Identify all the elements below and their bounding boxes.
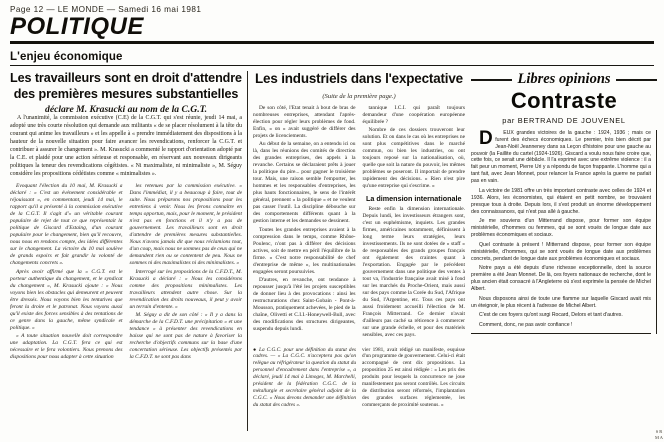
opinion-end-rule xyxy=(471,333,651,334)
paragraph: De son côté, l'Etat tenait à bout de bras de nombreuses entreprises, attendant l'après-élection pour régler leurs problèmes de fond. Enfin, « on » avait suggéré de différer des projets de licenciements. xyxy=(253,104,356,139)
paragraph: Toutes les grandes entreprises avaient à la compression dans le temps, comme Rhône-Poulenc, n'ont pas à différer des décisions actives, soit de mettre en péril l'équilibre de la firme. « C'est notre responsabilité de chef d'entreprise de même », les multinationales engagées seront poursuivies. xyxy=(253,226,356,275)
opinion-column xyxy=(471,71,657,431)
article-mid-headline: Les industriels dans l'expectative xyxy=(255,71,463,87)
libres-opinions-header xyxy=(471,71,657,88)
opinion-body xyxy=(471,127,657,334)
paragraph: Notre pays a été depuis d'une richesse exceptionnelle, dont la source première a été Jean Monnet. De là, ces foyers nationaux de recherche, dont le plus ancien était consacré à l'Angleterre où s'est exprimée la pensée de Michel Albert. xyxy=(471,265,651,293)
brief-item: vier 1981, avait rédigé un manifeste, esquisse d'un programme de gouvernement. Celui-ci était accompagné de cent dix propositions. La proposition 25 est ainsi rédigée : « Les prix des produits pour lesquels la concurrence ne joue manifestement pas seront contrôlés. Les circuits de distribution seront réformés, l'implantation des grandes surfaces réglementée, les commerçants de proximité soutenus. » xyxy=(362,346,465,408)
article-mid-subhead: La dimension internationale xyxy=(366,194,462,204)
article-left-headline-2: des premières mesures substantielles xyxy=(13,86,239,101)
paragraph: Quel contraste à présent ! Mitterrand dispose, pour former son équipe ministérielle, d'hommes, qui se sont voués de longue date aux problèmes concrets, pendant de longue date aux problèmes économiques et sociaux. xyxy=(471,241,651,262)
opinion-title: Contraste xyxy=(510,88,618,114)
opinion-byline: par BERTRAND DE JOUVENEL xyxy=(502,115,626,125)
paragraph: tannique I.C.I. qui paraît toujours demandeur d'une coopération européenne équilibrée ? xyxy=(362,104,465,125)
paragraph-with-dropcap xyxy=(471,127,651,186)
paragraph: Je me souviens d'un Mitterrand dispose, pour former son équipe ministérielle, d'hommes ou femmes, qui se sont voués de longue date aux problèmes économiques et sociaux. xyxy=(471,218,651,239)
rubric-rule-left xyxy=(471,79,512,81)
kicker-label: L'enjeu économique xyxy=(10,50,123,63)
drop-cap: D xyxy=(479,127,493,149)
brief-col-2 xyxy=(362,347,465,410)
paragraph-text: EUX grandes victoires de la gauche : 1924, 1936 ; mais ce furent des échecs économiques. Le premier, très bien décrit par Jean-Noël Jeanneney dans sa Leçon d'histoire pour une gauche au pouvoir (la Faillite du cartel (1924-1926). Giscard a voulu nous faire croire que, cette fois, ce serait une débâcle. Il l'a exprimé avec une extrême violence : il a fait peur un moment, Pierre Uri y a répondu de façon frappante. L'homme qui a tant fait, avec Jean Monnet, pour relancer la France après la guerre ne parlait pas en vain. xyxy=(471,129,651,185)
paragraph: La victoire de 1981 offre un très important contraste avec celles de 1924 et 1936. Alors, les économistes, qui étaient en petit nombre, se trouvaient presque tous à droite. Depuis lors, il s'est produit un énorme développement des connaissances, qui n'est pas allé à gauche. xyxy=(471,187,651,215)
brief-col-1 xyxy=(253,347,356,410)
article-left-subhead: déclare M. Krasucki au nom de la C.G.T. xyxy=(45,104,207,116)
paragraph: Comment, donc, ne pas avoir confiance ! xyxy=(479,321,573,328)
page-section-title: POLITIQUE xyxy=(10,13,144,40)
masthead-line: Page 12 — LE MONDE — Samedi 16 mai 1981 xyxy=(10,5,202,14)
rubric-label: Libres opinions xyxy=(517,71,611,88)
paragraph: « A toute situation nouvelle doit correspondre une adaptation. La C.G.T. fera ce qui est nécessaire et le fera volontiers. Nous prenons des dispositions pour nous adapter à cette situation xyxy=(10,333,123,361)
article-left-headline-1: Les travailleurs sont en droit d'attendre xyxy=(10,71,242,86)
article-mid xyxy=(253,71,465,431)
paragraph: D'autres, en revanche, ont tendance à repousser jusqu'à l'été les projets susceptibles de donner lieu à des provocations : ainsi les restructurations chez Saint-Gobain - Pont-à-Mousson, pratiquement achevées, le pied de la chaîne, Olivetti et C.I.I.-Honeywell-Bull, avec des modifications des structures dirigeantes, suspendu depuis lundi. xyxy=(253,277,356,333)
brief-item: ● La C.G.C. pour une définition du statut des cadres. — « La C.G.C. n'acceptera pas qu'on relègue au réfrigérateur la question du statut du personnel d'encadrement dans l'entreprise », a déclaré, jeudi 14 mai à Limoges, M. Marchelli, président de la fédération C.G.C. de la métallurgie et secrétaire général adjoint de la C.G.C. « Nous devons demander une définition du statut des cadres ». xyxy=(253,346,356,408)
article-left-col-2 xyxy=(130,183,243,363)
paragraph: Au début de la semaine, on a entendu ici ou là, dans les réunions des comités de direction des grandes entreprises, des appels à la revanche. Certains se déclaraient prêts à jouer la politique du pire... pour gagner le troisième tour. Mais, une raison semble l'emporter, les hommes et les responsables d'entreprises, les plus hauts fonctionnaires, le sens de l'intérêt général, prennent « la politique » et ne veulent pas casser l'outil. La discipline débouche sur des comportements différents quant à la gestion interne et les demandes se dessinent. xyxy=(253,141,356,225)
paragraph: Evoquant l'élection du 10 mai, M. Krasucki a déclaré : « C'est un événement considérable et réjouissant », en commentant, jeudi 14 mai, le rapport qu'il a présenté à la commission exécutive de la C.G.T. Il s'agit d'« un véritable courant populaire de rejet de tout ce que représentait la politique de Giscard d'Estaing, d'un courant populaire pour le changement, bien qu'il recouvre, nous nous en rendons compte, des idées différentes sur le changement. La victoire du 10 mai soulève de grands espoirs et fait grandir la volonté de changements concrets ». xyxy=(10,183,123,267)
article-mid-col-1 xyxy=(253,105,356,341)
paragraph: M. Séguy a dit de son côté : « Il y a dans la démarche de la C.F.D.T. une précipitation » et une tendance « à présenter des revendications en baisse qui ne sont pas de nature à favoriser la recherche d'objectifs communs sur la base d'une concertation sérieuse. Les objectifs présentés par la C.F.D.T. ne sont pas dans xyxy=(129,312,242,361)
paragraph: Après avoir affirmé que la « C.G.T. est le porteur authentique du changement, et le syndicat du changement », M. Krasucki ajoute : « Nous voyons bien les obstacles qui demeurent et peuvent être dressés. Nous voyons bien les tentatives que feront la droite et le patronat. Nous voyons aussi qu'il existe des forces sensibles à des tentations de ce genre dans la gauche, même syndicale et politique. » xyxy=(10,268,123,331)
paragraph: Nous disposons ainsi de toute une flamme sur laquelle Giscard avait mis un éteignoir, le plus récent à l'adresse de Michel Albert. xyxy=(471,295,651,309)
paragraph: A l'unanimité, la commission exécutive (C.E) de la C.G.T. qui s'est réunie, jeudi 14 mai, a adopté une très courte résolution qui demande aux militants « de se placer résolument à la tête du courant qui anime les travailleurs » et les appelle à « prendre immédiatement des dispositions à la hauteur de la nouvelle situation pour faire avancer les revendications, renforcer la C.G.T. et contribuer à assurer le changement ». M. Krasucki a commenté le rapport d'orientation adopté par la C.E. et plaidé pour une action sérieuse et responsable, en réservant aux nouveaux dirigeants politiques la teneur des revendications cégétistes. « Ni maximaliste, ni minimaliste », M. Séguy considère les propositions cédétistes comme « minimalistes ». xyxy=(10,115,242,177)
article-left xyxy=(10,71,242,431)
article-mid-col-2 xyxy=(363,105,466,341)
article-mid-continuation-note: (Suite de la première page.) xyxy=(322,92,396,100)
paragraph: C'est de ces foyers qu'ont surgi Rocard, Delors et tant d'autres. xyxy=(479,312,623,319)
kicker-rule xyxy=(10,65,654,66)
briefs-mid xyxy=(253,347,465,410)
article-left-columns xyxy=(10,183,242,363)
paragraph: les retenues par la commission exécutive. « Dans l'immédiat, il y a beaucoup à faire, tout de suite. Nous préparons nos propositions pour les entretiens à venir. Nous les ferons connaître en temps opportun, mais, pour le moment, le président n'est pas en fonctions et il n'y a pas de gouvernement. Les travailleurs sont en droit d'attendre de premières mesures substantielles. Nous n'avons jamais dit que nous réclamions tout, d'un coup, mais nous ne sommes pas de ceux qui ne demandent rien ou se contentent de peu. Nous ne sommes ni des maximalistes ni des minimalistes. » xyxy=(129,183,242,267)
kicker-block xyxy=(0,44,664,67)
article-mid-columns xyxy=(253,105,465,341)
article-left-col-1 xyxy=(10,183,123,363)
paragraph: Nombre de ces dossiers trouveront leur solution. Et on dans le cas où les entreprises ne sont plus compétitives dans le marché commun, ou bien les industries, ou ont toujours reposé sur la nationalisation, où, quelle que soit la nature du pouvoir, les mêmes problèmes se poseront. Il importait de prendre rapidement des décisions. « Rien n'est pire qu'une entreprise qui s'escrime. » xyxy=(362,127,465,190)
paragraph: Interrogé sur les propositions de la C.F.D.T., M. Krasucki a déclaré : « Nous les considérons comme des propositions minimalistes. Les travailleurs attendent autre chose. Sur la revendication des droits nouveaux, il peut y avoir un terrain d'entente. » xyxy=(129,268,242,310)
margin-marks: S R M A xyxy=(655,429,663,440)
main-content xyxy=(10,71,654,431)
rubric-rule-right xyxy=(616,79,657,81)
column-divider-1 xyxy=(247,71,248,431)
paragraph: Reste enfin la dimension internationale. Depuis lundi, les investisseurs étrangers sont, c'est un euphémisme, inquiets. Les grandes firmes, américaines notamment, définissent à long terme leurs stratégies, leurs investissements. Ils ne sont dotées de « staff » de responsables des grands groupes français ont également des craintes quant à l'exportation. Engagée par le précédent gouvernement dans une politique des ventes à tout va, l'industrie française avait misé à fond sur les marchés du Proche-Orient, mais aussi sur des pays comme la Corée du Sud, l'Afrique du Sud, l'Argentine, etc. Tous ces pays ont aussi froidement accueilli l'élection de M. François Mitterrand. Ce dernier n'avait d'ailleurs pas caché sa réticence à commercer sur une grande échelle, et pour des matériels sensibles, avec ces pays. xyxy=(362,206,465,339)
article-left-lead xyxy=(10,115,242,178)
